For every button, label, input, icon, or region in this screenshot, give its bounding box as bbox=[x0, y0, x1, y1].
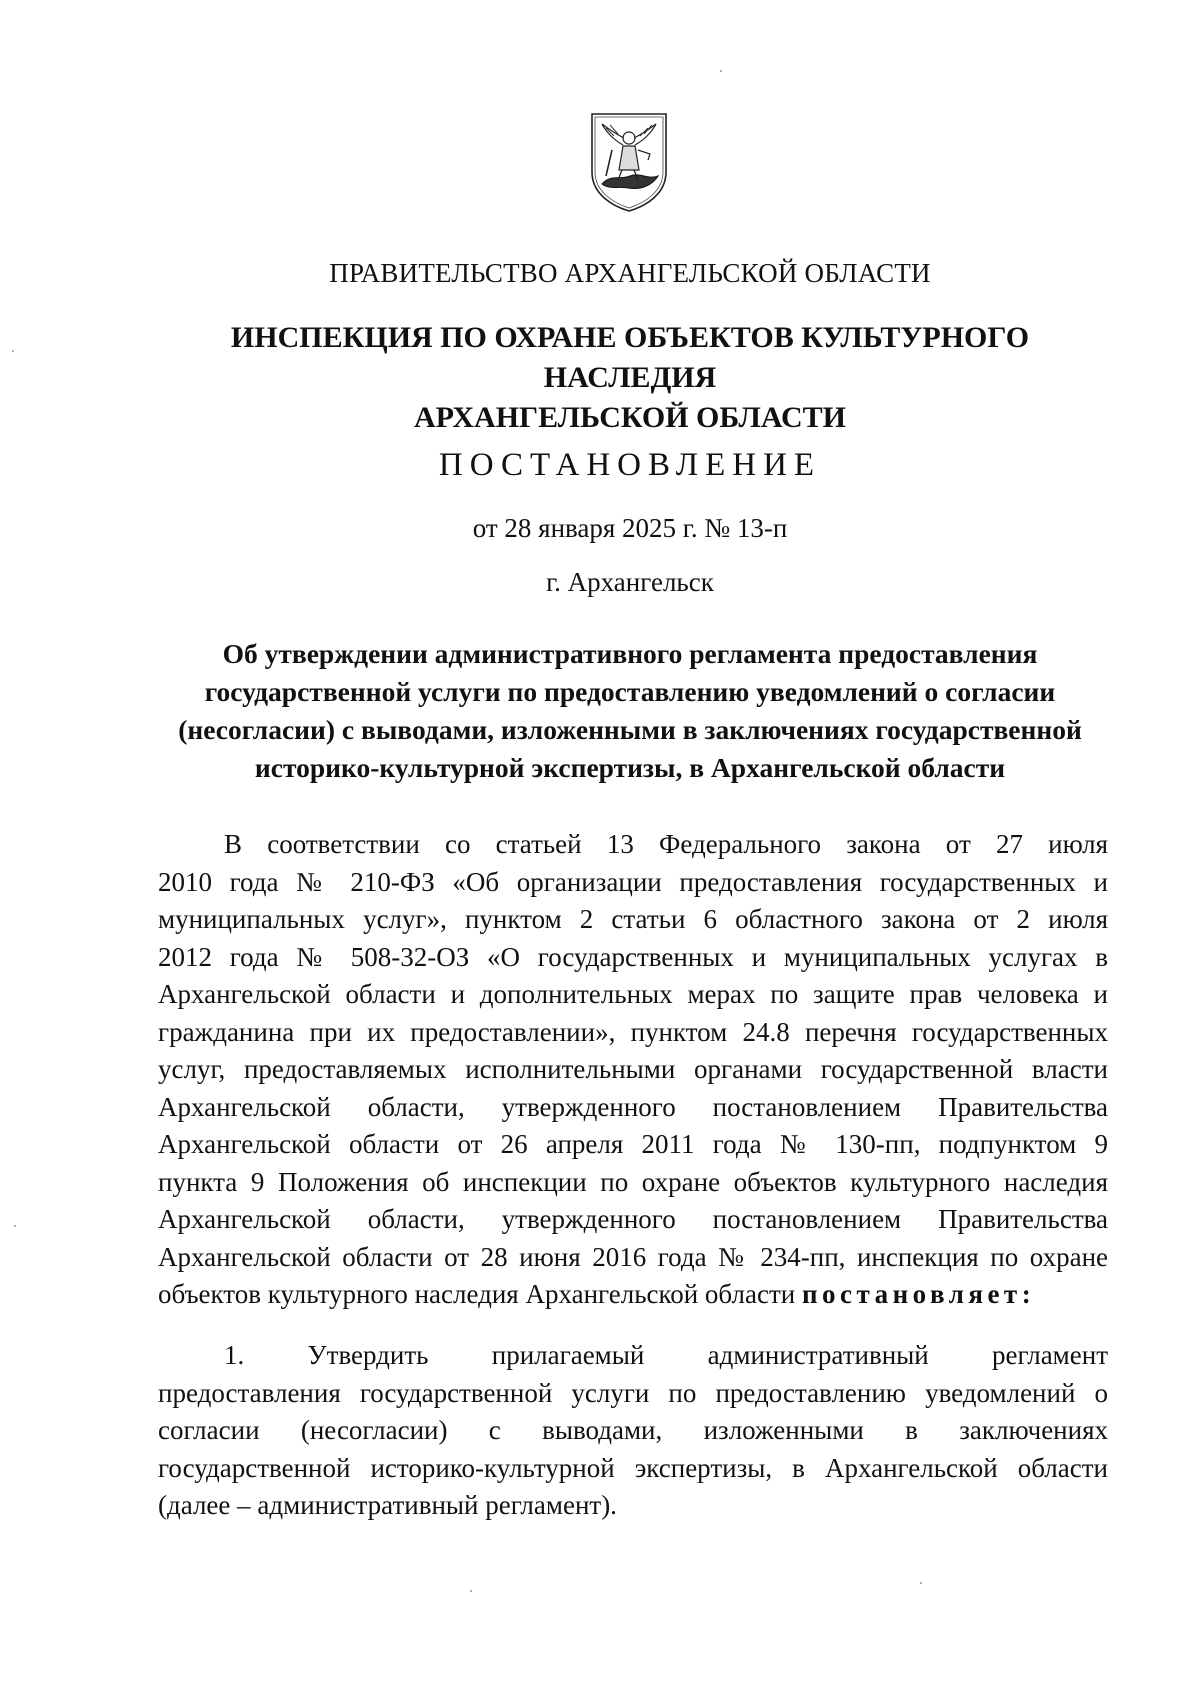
paragraph-line: Архангельской области от 26 апреля 2011 года № 130-пп, подпунктом 9 bbox=[158, 1129, 1108, 1159]
paragraph-line: муниципальных услуг», пунктом 2 статьи 6 областного закона от 2 июля bbox=[158, 904, 1108, 934]
title-line: (несогласии) с выводами, изложенными в заключениях государственной bbox=[178, 714, 1082, 745]
inspection-name-line2: АРХАНГЕЛЬСКОЙ ОБЛАСТИ bbox=[414, 401, 846, 434]
paragraph-line: В соответствии со статьей 13 Федерального закона от 27 июля bbox=[224, 829, 1108, 859]
paragraph-line: 2012 года № 508-32-ОЗ «О государственных и муниципальных услугах в bbox=[158, 941, 1108, 972]
paragraph-line: пункта 9 Положения об инспекции по охране объектов культурного наследия bbox=[158, 1166, 1108, 1197]
paragraph-line: гражданина при их предоставлении», пунктом 24.8 перечня государственных bbox=[158, 1016, 1108, 1047]
title-line: историко-культурной экспертизы, в Архангельской области bbox=[254, 752, 1006, 783]
paragraph-line: предоставления государственной услуги по предоставлению уведомлений о bbox=[158, 1377, 1108, 1408]
paragraph-line: государственной историко-культурной экспертизы, в Архангельской области bbox=[158, 1452, 1108, 1483]
scan-speck bbox=[920, 1582, 922, 1584]
document-title bbox=[150, 635, 1110, 787]
title-line: государственной услуги по предоставлению уведомлений о согласии bbox=[204, 676, 1056, 707]
inspection-name bbox=[150, 318, 1110, 438]
paragraph-line: 2010 года № 210-ФЗ «Об организации предоставления государственных и bbox=[158, 866, 1108, 897]
paragraph-line: 1. Утвердить прилагаемый административный регламент bbox=[224, 1340, 1108, 1370]
paragraph-line: Архангельской области и дополнительных мерах по защите прав человека и bbox=[158, 979, 1108, 1009]
paragraph-line: Архангельской области от 28 июня 2016 года № 234-пп, инспекция по охране bbox=[158, 1241, 1108, 1272]
scan-speck bbox=[12, 350, 14, 352]
scan-speck bbox=[470, 1590, 472, 1592]
item-1-paragraph bbox=[158, 1337, 1108, 1525]
coat-of-arms-icon bbox=[588, 110, 670, 215]
paragraph-line bbox=[158, 1276, 1108, 1314]
paragraph-line: Архангельской области, утвержденного постановлением Правительства bbox=[158, 1204, 1108, 1234]
paragraph-line-text: объектов культурного наследия Архангельской области bbox=[158, 1279, 802, 1309]
government-name: ПРАВИТЕЛЬСТВО АРХАНГЕЛЬСКОЙ ОБЛАСТИ bbox=[329, 258, 931, 288]
decree-word: постановляет: bbox=[801, 1279, 1036, 1309]
inspection-name-line1: ИНСПЕКЦИЯ ПО ОХРАНЕ ОБЪЕКТОВ КУЛЬТУРНОГО НАСЛЕДИЯ bbox=[230, 321, 1030, 394]
scan-speck bbox=[720, 70, 722, 72]
scan-speck bbox=[14, 1225, 16, 1227]
paragraph-line: согласии (несогласии) с выводами, изложенными в заключениях bbox=[158, 1415, 1108, 1445]
paragraph-line: Архангельской области, утвержденного постановлением Правительства bbox=[158, 1091, 1108, 1122]
paragraph-line: (далее – административный регламент). bbox=[158, 1490, 617, 1520]
document-city: г. Архангельск bbox=[546, 567, 714, 597]
document-type: ПОСТАНОВЛЕНИЕ bbox=[438, 447, 822, 483]
document-date-number: от 28 января 2025 г. № 13-п bbox=[472, 513, 788, 543]
paragraph-line: услуг, предоставляемых исполнительными органами государственной власти bbox=[158, 1054, 1108, 1084]
preamble-paragraph bbox=[158, 826, 1108, 1314]
title-line: Об утверждении административного регламента предоставления bbox=[222, 638, 1038, 669]
